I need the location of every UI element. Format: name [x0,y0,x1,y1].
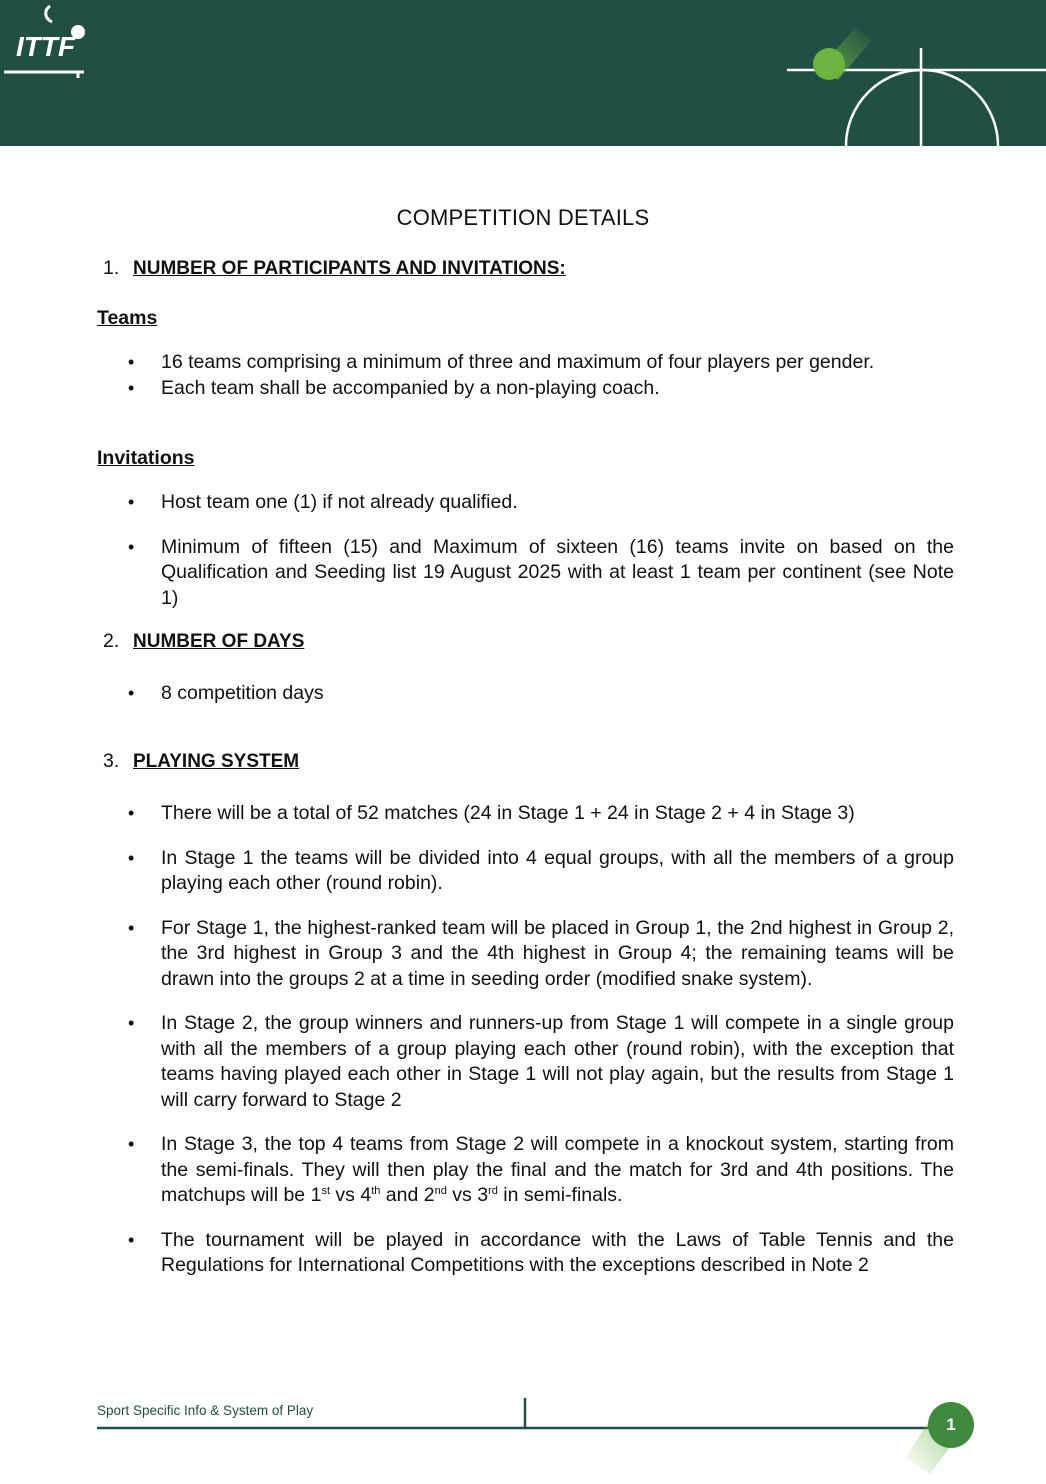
list-item: • Host team one (1) if not already qualified. [128,490,954,516]
list-item: • In Stage 1 the teams will be divided into 4 equal groups, with all the members of a group playing each other (round robin). [128,846,954,897]
list-item: • In Stage 2, the group winners and runners-up from Stage 1 will compete in a single group with all the members of a group playing each other (round robin), with the exception that teams having played each other in Stage 1 will not play again, but the results from Stage 1 will carry forward to Stage 2 [128,1011,954,1113]
section-heading-playing-system: 3. PLAYING SYSTEM [103,750,300,772]
list-item: • The tournament will be played in accordance with the Laws of Table Tennis and the Regulations for International Competitions with the exceptions described in Note 2 [128,1228,954,1279]
list-item: • There will be a total of 52 matches (24 in Stage 1 + 24 in Stage 2 + 4 in Stage 3) [128,801,954,827]
svg-text:ITTF: ITTF [16,31,76,62]
footer-decoration [0,1380,1046,1484]
days-list [128,681,954,707]
ball-icon [813,48,845,80]
playing-system-list [128,801,954,1279]
invitations-heading: Invitations [97,447,195,469]
list-item: • 8 competition days [128,681,954,707]
teams-list [128,350,954,401]
invitations-list [128,490,954,611]
section-heading-days: 2. NUMBER OF DAYS [103,630,305,652]
list-item: • 16 teams comprising a minimum of three and maximum of four players per gender. [128,350,954,376]
page-number: 1 [928,1402,974,1448]
list-item: • In Stage 3, the top 4 teams from Stage 2 will compete in a knockout system, starting from the semi-finals. They will then play the final and the match for 3rd and 4th positions. The matchups will be 1st vs 4th and 2nd vs 3rd in semi-finals. [128,1132,954,1209]
header-decoration [0,0,1046,146]
teams-heading: Teams [97,307,158,329]
document-title: COMPETITION DETAILS [396,205,650,230]
footer-text: Sport Specific Info & System of Play [97,1403,314,1418]
ittf-logo [0,0,92,82]
section-heading-participants: 1. NUMBER OF PARTICIPANTS AND INVITATIONS: [103,257,566,279]
list-item: • Each team shall be accompanied by a non-playing coach. [128,376,954,402]
list-item: • Minimum of fifteen (15) and Maximum of sixteen (16) teams invite on based on the Qualification and Seeding list 19 August 2025 with at least 1 team per continent (see Note 1) [128,535,954,612]
list-item: • For Stage 1, the highest-ranked team will be placed in Group 1, the 2nd highest in Group 2, the 3rd highest in Group 3 and the 4th highest in Group 4; the remaining teams will be drawn into the groups 2 at a time in seeding order (modified snake system). [128,916,954,993]
page-header [0,0,1046,146]
